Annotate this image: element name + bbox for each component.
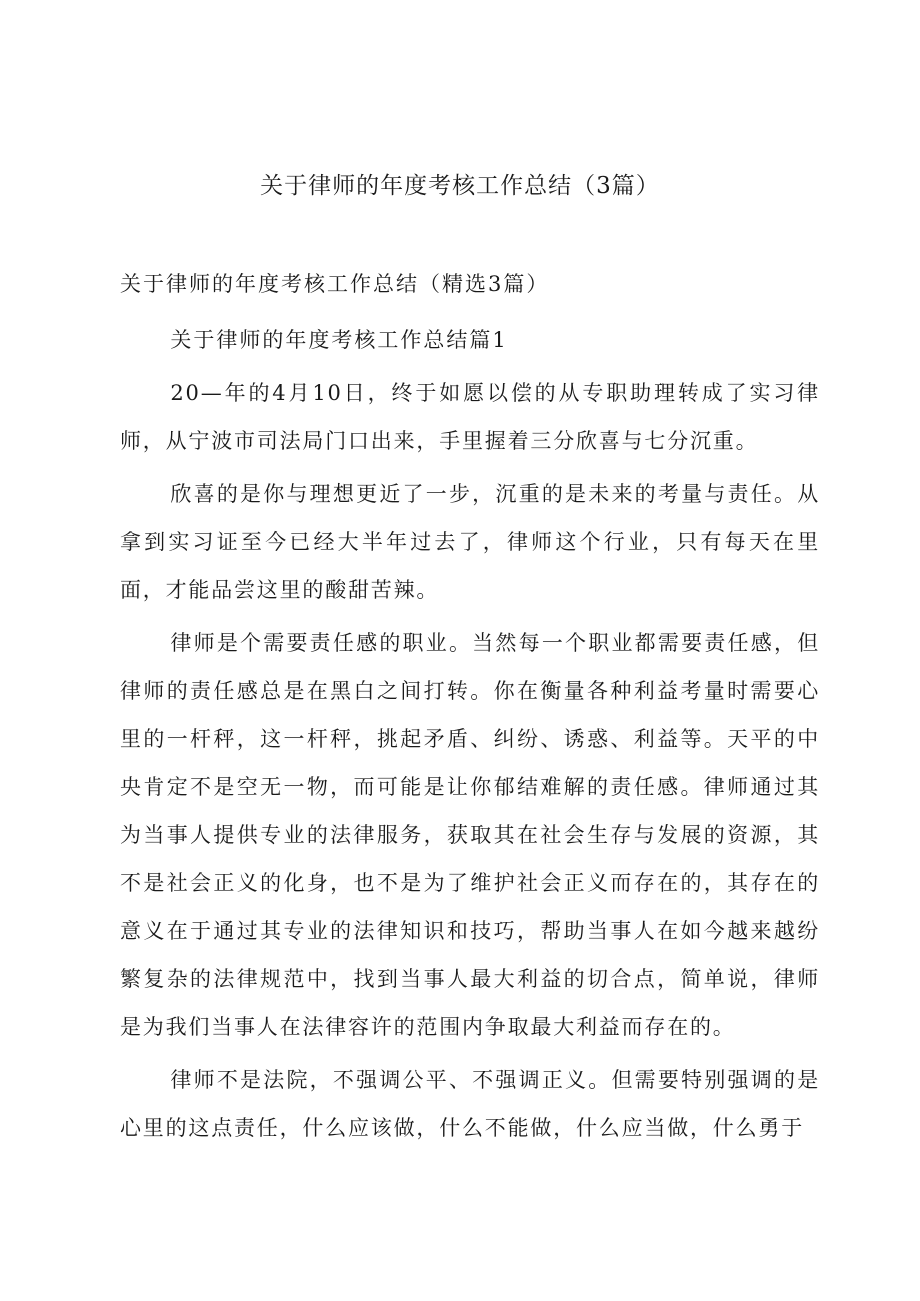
- document-title: 关于律师的年度考核工作总结（3篇）: [260, 173, 660, 199]
- document-body: [120, 316, 820, 1157]
- paragraph: 律师不是法院，不强调公平、不强调正义。但需要特别强调的是心里的这点责任，什么应该做，什么不能做，什么应当做，什么勇于: [120, 1068, 820, 1140]
- section-heading: 关于律师的年度考核工作总结篇1: [170, 328, 508, 352]
- document-subtitle: 关于律师的年度考核工作总结（精选3篇）: [120, 272, 550, 296]
- paragraph: 欣喜的是你与理想更近了一步，沉重的是未来的考量与责任。从拿到实习证至今已经大半年过去了，律师这个行业，只有每天在里面，才能品尝这里的酸甜苦辣。: [120, 482, 820, 602]
- paragraph: 律师是个需要责任感的职业。当然每一个职业都需要责任感，但律师的责任感总是在黑白之间打转。你在衡量各种利益考量时需要心里的一杆秤，这一杆秤，挑起矛盾、纠纷、诱惑、利益等。天平的中央肯定不是空无一物，而可能是让你郁结难解的责任感。律师通过其为当事人提供专业的法律服务，获取其在社会生存与发展的资源，其不是社会正义的化身，也不是为了维护社会正义而存在的，其存在的意义在于通过其专业的法律知识和技巧，帮助当事人在如今越来越纷繁复杂的法律规范中，找到当事人最大利益的切合点，简单说，律师是为我们当事人在法律容许的范围内争取最大利益而存在的。: [120, 631, 820, 1039]
- paragraph: 20—年的4月10日，终于如愿以偿的从专职助理转成了实习律师，从宁波市司法局门口出来，手里握着三分欣喜与七分沉重。: [120, 381, 820, 453]
